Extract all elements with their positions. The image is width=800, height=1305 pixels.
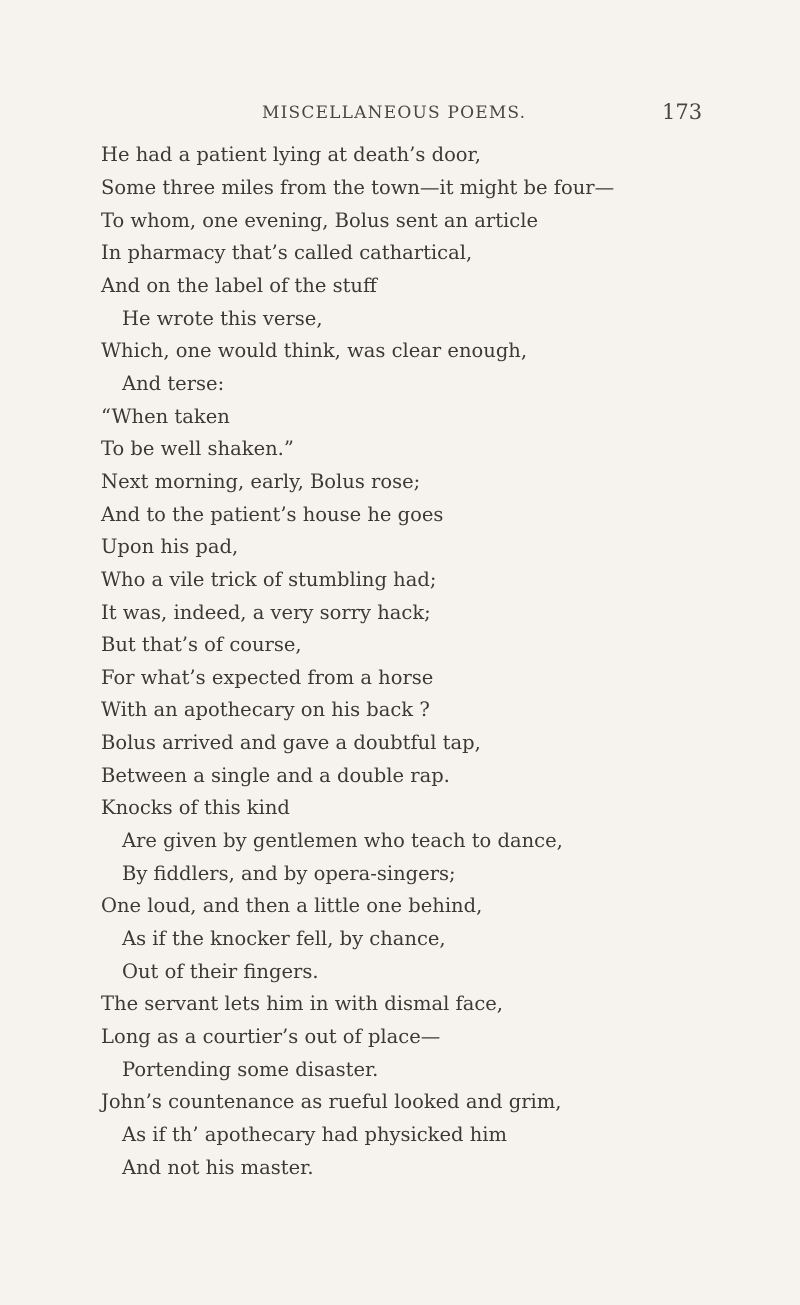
poem-line: He wrote this verse, (122, 307, 323, 330)
poem-line: And to the patient’s house he goes (101, 503, 444, 526)
poem-line: One loud, and then a little one behind, (101, 894, 483, 917)
poem-line: John’s countenance as rueful looked and grim, (101, 1090, 562, 1113)
running-head-title: MISCELLANEOUS POEMS. (262, 103, 527, 123)
poem-line: Who a vile trick of stumbling had; (101, 568, 437, 591)
page-number: 173 (662, 100, 703, 124)
poem-line: Knocks of this kind (101, 796, 290, 819)
poem-line: It was, indeed, a very sorry hack; (101, 601, 431, 624)
poem-line: In pharmacy that’s called cathartical, (101, 241, 473, 264)
poem-line: To whom, one evening, Bolus sent an article (101, 209, 538, 232)
poem-line: Portending some disaster. (122, 1058, 379, 1081)
poem-line: And terse: (122, 372, 225, 395)
poem-line: Between a single and a double rap. (101, 764, 450, 787)
poem-line: Next morning, early, Bolus rose; (101, 470, 421, 493)
poem-line: To be well shaken.” (101, 437, 294, 460)
poem-line: For what’s expected from a horse (101, 666, 434, 689)
poem-line: Are given by gentlemen who teach to dance, (122, 829, 563, 852)
poem-line: But that’s of course, (101, 633, 302, 656)
running-head (0, 100, 800, 133)
poem-line: By fiddlers, and by opera-singers; (122, 862, 456, 885)
poem-line: And on the label of the stuff (101, 274, 377, 297)
poem-line: As if th’ apothecary had physicked him (122, 1123, 508, 1146)
poem-line: With an apothecary on his back ? (101, 698, 430, 721)
poem-line: He had a patient lying at death’s door, (101, 143, 481, 166)
poem-line: And not his master. (122, 1156, 314, 1179)
poem-line: The servant lets him in with dismal face, (101, 992, 504, 1015)
poem-line: Bolus arrived and gave a doubtful tap, (101, 731, 481, 754)
poem-line: Out of their fingers. (122, 960, 319, 983)
poem-line: Upon his pad, (101, 535, 239, 558)
poem-line: As if the knocker fell, by chance, (122, 927, 446, 950)
poem-line: Long as a courtier’s out of place— (101, 1025, 441, 1048)
poem-line: Some three miles from the town—it might be four— (101, 176, 615, 199)
poem-line: “When taken (101, 405, 230, 428)
poem-line: Which, one would think, was clear enough, (101, 339, 528, 362)
